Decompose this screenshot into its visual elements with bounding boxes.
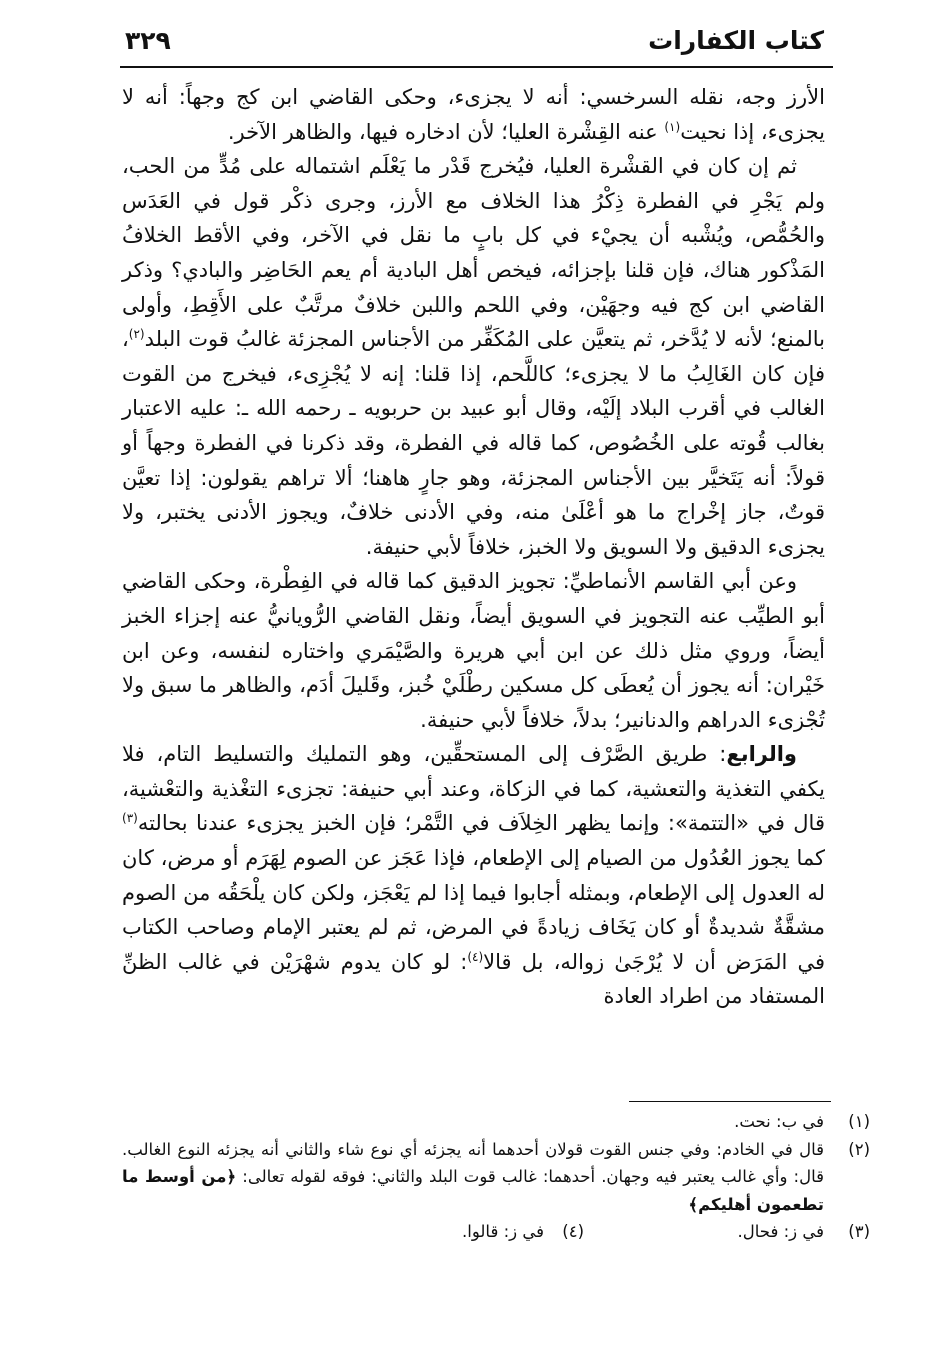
paragraph-1-end: عنه القِشْرة العليا؛ لأن ادخاره فيها، والظاهر الآخر.	[227, 119, 665, 144]
footnote-2-text-wrap	[122, 1136, 824, 1219]
page-number: ٣٢٩	[125, 26, 171, 55]
footnote-3-text: في ز: فحال.	[737, 1222, 824, 1241]
paragraph-4	[122, 737, 825, 1014]
paragraph-2-end: ، فإن كان الغَالِبُ ما لا يجزىء؛ كاللَّحم، إذا قلنا: إنه لا يُجْزِىء، فيخرج من القوت الغالب في أقرب البلاد إلَيْه، وقال أبو عبيد بن حربويه ـ رحمه الله ـ: عليه الاعتبار بغالب قُوته على الخُصُوص، كما قاله في الفطرة، وقد ذكرنا في الفطرة وجهاً أو قولاً: أنه يَتَخيَّر بين الأجناس المجزئة، وهو جارٍ هاهنا؛ ألا تراهم يقولون: إذا تعيَّن قوتٌ، جاز إخْراج ما هو أعْلَىٰ منه، وفي الأدنى خلافٌ، ويجوز الأدنى يختبر، ولا يجزىء الدقيق ولا السويق ولا الخبز، خلافاً لأبي حنيفة.	[122, 327, 825, 559]
main-text	[122, 80, 825, 1014]
footnote-ref-1: (١)	[664, 119, 681, 134]
header-rule	[120, 66, 833, 68]
footnote-3-number: (٣)	[848, 1222, 870, 1241]
footnote-2-number: (٢)	[848, 1139, 870, 1159]
footnote-3-4-row	[122, 1218, 870, 1246]
paragraph-4-text: : طريق الصَّرْف إلى المستحقِّين، وهو التمليك والتسليط التام، فلا يكفي التغذية والتعشية، كما في الزكاة، وعند أبي حنيفة: تجزىء التغْذية والتعْشية، قال في «التتمة»: وإنما يظهر الخِلاَف في التَّمْر؛ فإن الخبز يجزىء عندنا بحالته	[122, 742, 825, 836]
paragraph-3-text: وعن أبي القاسم الأنماطيِّ: تجويز الدقيق كما قاله في الفِطْرة، وحكى القاضي أبو الطيِّب عنه التجويز في السويق أيضاً، ونقل القاضي الرُّويانيُّ عنه إجزاء الخبز أيضاً، وروي مثل ذلك عن ابن أبي هريرة والصَّيْمَري واختاره لنفسه، وعن ابن خَيْران: أنه يجوز أن يُعطَى كل مسكين رطْلَيْ خُبز، وقَليلَ أدَم، والظاهر ما سبق ولا تُجْزىء الدراهم والدنانير؛ بدلاً، خلافاً لأبي حنيفة.	[122, 569, 825, 732]
quran-quote: ﴿من أوسط ما تطعمون أهليكم﴾	[122, 1167, 824, 1214]
footnote-ref-2: (٢)	[128, 327, 145, 342]
footnote-1-text: في ب: نحت.	[734, 1112, 824, 1131]
paragraph-4-middle: كما يجوز العُدُول من الصيام إلى الإطعام، فإذا عَجَز عن الصوم لِهَرَم أو مرض، كان له العدول إلى الإطعام، وبمثله أجابوا فيما إذا لم يَعْجَز، ولكن كان يلْحَقُه من الصوم مشقَّةٌ شديدةٌ أو كان يَخَاف زيادةً في المرض، ثم لم يعتبر الإمام وصاحب الكتاب في المَرَض أن لا يُرْجَىٰ زواله، بل قالا	[122, 846, 825, 974]
paragraph-2-text: ثم إن كان في القشْرة العليا، فيُخرج قَدْر ما يَعْلَم اشتماله على مُدٍّ من الحب، ولم يَجْرِ في الفطرة ذِكْرُ هذا الخلاف مع الأرز، وجرى ذكْر قول في العَدَس والحُمُّص، ويُشْبه أن يجيْء في كل بابٍ ما نقل في الآخر، وفي الأقط الخلافُ المَذْكور هناك، فإن قلنا بإجزائه، فيخص أهل البادية أم يعم الحَاضِر والبادي؟ وذكر القاضي ابن كج فيه وجهَيْن، وفي اللحم واللبن خلافٌ مرتَّبٌ على الأَقِطِ، وأولى بالمنع؛ لأنه لا يُدَّخر، ثم يتعيَّن على المُكَفِّر من الأجناس المجزئة غالبُ قوت البلد	[122, 154, 825, 352]
footnote-4-number: (٤)	[562, 1222, 584, 1241]
running-title: كتاب الكفارات	[648, 26, 824, 55]
paragraph-2	[122, 149, 825, 564]
paragraph-3	[122, 564, 825, 737]
footnote-1	[122, 1108, 870, 1136]
footnote-ref-4: (٤)	[467, 949, 484, 964]
footnote-ref-3: (٣)	[122, 811, 138, 826]
paragraph-4-end: : لو كان يدوم شهْرَيْن في غالب الظنِّ المستفاد من اطراد العادة	[122, 949, 825, 1009]
section-label: والرابع	[726, 742, 797, 767]
footnote-1-number: (١)	[848, 1112, 870, 1131]
paragraph-1-text: الأرز وجه، نقله السرخسي: أنه لا يجزىء، وحكى القاضي ابن كج وجهاً: أنه لا يجزىء، إذا نحيت	[122, 85, 825, 144]
footnote-4-text: في ز: قالوا.	[462, 1222, 544, 1241]
footnote-rule	[629, 1101, 831, 1102]
footnotes	[122, 1108, 870, 1246]
footnote-2-text: قال في الخادم: وفي جنس القوت قولان أحدهما أنه يجزئه أي نوع شاء والثاني أنه يجزئه النوع الغالب. قال: وأي غالب يعتبر فيه وجهان. أحدهما: غالب قوت البلد والثاني: فوقه لقوله تعالى:	[122, 1139, 824, 1186]
footnote-2	[122, 1136, 870, 1219]
paragraph-1	[122, 80, 825, 149]
